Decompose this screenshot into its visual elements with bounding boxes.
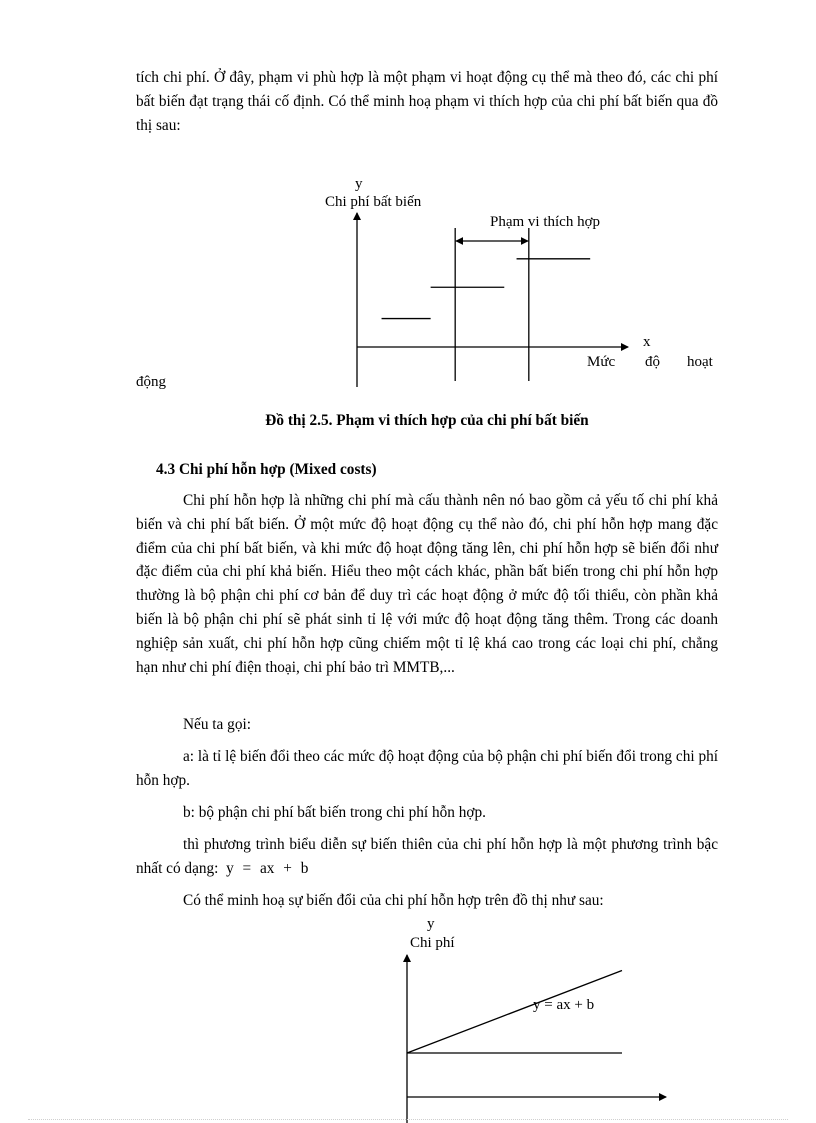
fig1-range-label: Phạm vi thích hợp	[490, 214, 601, 230]
fig1-y-symbol: y	[355, 176, 363, 192]
fig1-x-symbol: x	[643, 334, 651, 350]
definition-b-paragraph: b: bộ phận chi phí bất biến trong chi phí hỗn hợp.	[183, 804, 486, 821]
mixed-cost-chart	[407, 955, 666, 1123]
fig1-x-label-wrap: động	[136, 374, 166, 390]
section-heading: 4.3 Chi phí hỗn hợp (Mixed costs)	[156, 461, 377, 478]
fig2-line-label: y = ax + b	[533, 997, 595, 1013]
fig1-x-label-word2: độ	[645, 354, 660, 370]
equation: y = ax + b	[226, 859, 309, 877]
if-we-call-paragraph: Nếu ta gọi:	[183, 716, 251, 733]
fig1-caption: Đồ thị 2.5. Phạm vi thích hợp của chi phí bất biến	[265, 412, 589, 429]
mixed-cost-paragraph: Chi phí hỗn hợp là những chi phí mà cấu thành nên nó bao gồm cả yếu tố chi phí khả biến và chi phí bất biến. Ở một mức độ hoạt động cụ thể nào đó, chi phí hỗn hợp mang đặc điểm của chi phí bất biến, và khi mức độ hoạt động tăng lên, chi phí hỗn hợp sẽ biến đổi như đặc điểm của chi phí khả biến. Hiểu theo một cách khác, phần bất biến trong chi phí hỗn hợp thường là bộ phận chi phí cơ bản để duy trì các hoạt động ở mức độ tối thiểu, còn phần khả biến là bộ phận chi phí sẽ phát sinh tỉ lệ với mức độ hoạt động tăng thêm. Trong các doanh nghiệp sản xuất, chi phí hỗn hợp cũng chiếm một tỉ lệ khá cao trong các loại chi phí, chẳng hạn như chi phí điện thoại, chi phí bảo trì MMTB,...	[136, 492, 718, 676]
fig1-y-axis-label: Chi phí bất biến	[325, 194, 422, 210]
equation-text: thì phương trình biểu diễn sự biến thiên của chi phí hỗn hợp là một phương trình bậc nhất có dạng:	[136, 836, 718, 877]
fig2-y-axis-label: Chi phí	[410, 935, 455, 951]
graph-intro-paragraph: Có thể minh hoạ sự biến đổi của chi phí hỗn hợp trên đồ thị như sau:	[183, 892, 604, 909]
fixed-cost-chart	[357, 213, 628, 387]
fig1-x-label-word1: Mức	[587, 354, 616, 370]
definition-a-paragraph: a: là tỉ lệ biến đổi theo các mức độ hoạt động của bộ phận chi phí biến đổi trong chi phí hỗn hợp.	[136, 748, 718, 789]
intro-paragraph: tích chi phí. Ở đây, phạm vi phù hợp là một phạm vi hoạt động cụ thể mà theo đó, các chi phí bất biến đạt trạng thái cố định. Có thể minh hoạ phạm vi thích hợp của chi phí bất biến qua đồ thị sau:	[136, 69, 718, 134]
fig1-x-label-word3: hoạt	[687, 354, 713, 370]
fig2-y-symbol: y	[427, 916, 435, 932]
fig2-mixed-cost-line	[407, 971, 622, 1054]
page-bottom-rule	[28, 1119, 788, 1120]
